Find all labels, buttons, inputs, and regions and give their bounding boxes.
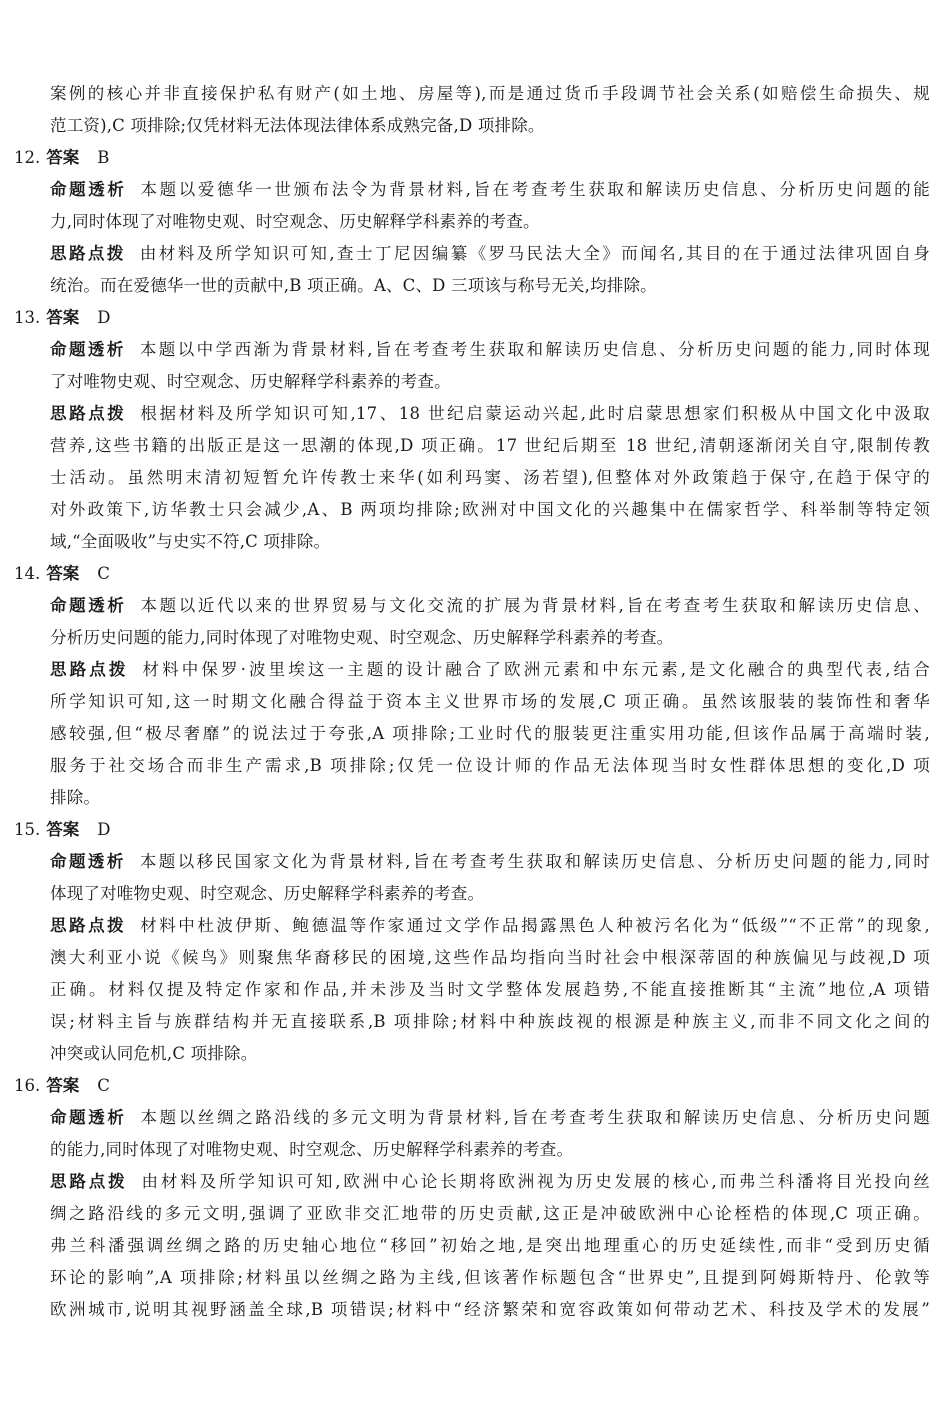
intent-line	[50, 590, 930, 622]
answer-value: D	[97, 308, 111, 327]
hint-text: 由材料及所学知识可知,欧洲中心论长期将欧洲视为历史发展的核心,而弗兰科潘将目光投向丝	[141, 1172, 930, 1191]
hint-tag: 思路点拨	[50, 244, 126, 263]
answer-value: C	[97, 1076, 110, 1095]
intent-tag: 命题透析	[50, 180, 127, 199]
question-number: 15.	[14, 820, 41, 839]
intent-text: 本题以移民国家文化为背景材料,旨在考查考生获取和解读历史信息、分析历史问题的能力,同时	[139, 852, 930, 871]
hint-line: 士活动。虽然明末清初短暂允许传教士来华(如利玛窦、汤若望),但整体对外政策趋于保守,在趋于保守的	[50, 468, 930, 487]
hint-line	[50, 910, 930, 942]
hint-text: 根据材料及所学知识可知,17、18 世纪启蒙运动兴起,此时启蒙思想家们积极从中国文化中汲取	[140, 404, 930, 423]
answer-value: D	[97, 820, 111, 839]
intent-line: 体现了对唯物史观、时空观念、历史解释学科素养的考查。	[50, 884, 485, 903]
intent-tag: 命题透析	[50, 1108, 127, 1127]
question-number: 16.	[14, 1076, 41, 1095]
hint-line: 绸之路沿线的多元文明,强调了亚欧非交汇地带的历史贡献,这正是冲破欧洲中心论桎梏的体现,C 项正确。	[50, 1204, 930, 1223]
hint-tag: 思路点拨	[50, 404, 127, 423]
hint-line: 澳大利亚小说《候鸟》则聚焦华裔移民的困境,这些作品均指向当时社会中根深蒂固的种族偏见与歧视,D 项	[50, 948, 930, 967]
answer-line-12	[14, 142, 109, 174]
hint-line: 所学知识可知,这一时期文化融合得益于资本主义世界市场的发展,C 项正确。虽然该服装的装饰性和奢华	[50, 692, 930, 711]
hint-line: 对外政策下,访华教士只会减少,A、B 两项均排除;欧洲对中国文化的兴趣集中在儒家哲学、科举制等特定领	[50, 500, 930, 519]
hint-line	[50, 398, 930, 430]
answer-label: 答案	[46, 148, 80, 167]
intent-line	[50, 1102, 930, 1134]
hint-tag: 思路点拨	[50, 1172, 128, 1191]
answer-label: 答案	[46, 564, 80, 583]
question-number: 12.	[14, 148, 41, 167]
hint-line: 弗兰科潘强调丝绸之路的历史轴心地位“移回”初始之地,是突出地理重心的历史延续性,而非“受到历史循	[50, 1236, 930, 1255]
intent-line	[50, 334, 930, 366]
hint-line	[50, 238, 930, 270]
answer-label: 答案	[46, 308, 80, 327]
hint-line: 域,“全面吸收”与史实不符,C 项排除。	[50, 532, 331, 551]
hint-line: 误;材料主旨与族群结构并无直接联系,B 项排除;材料中种族歧视的根源是种族主义,而非不同文化之间的	[50, 1012, 930, 1031]
intent-line: 力,同时体现了对唯物史观、时空观念、历史解释学科素养的考查。	[50, 212, 540, 231]
intent-tag: 命题透析	[50, 596, 127, 615]
hint-line: 统治。而在爱德华一世的贡献中,B 项正确。A、C、D 三项该与称号无关,均排除。	[50, 276, 657, 295]
hint-line	[50, 654, 930, 686]
intent-line: 了对唯物史观、时空观念、历史解释学科素养的考查。	[50, 372, 451, 391]
intent-text: 本题以中学西渐为背景材料,旨在考查考生获取和解读历史信息、分析历史问题的能力,同时体现	[139, 340, 930, 359]
hint-line: 欧洲城市,说明其视野涵盖全球,B 项错误;材料中“经济繁荣和宽容政策如何带动艺术、科技及学术的发展”	[50, 1300, 930, 1319]
intent-tag: 命题透析	[50, 340, 126, 359]
answer-label: 答案	[46, 820, 80, 839]
intro-line: 案例的核心并非直接保护私有财产(如土地、房屋等),而是通过货币手段调节社会关系(如赔偿生命损失、规	[50, 84, 930, 103]
hint-text: 材料中杜波伊斯、鲍德温等作家通过文学作品揭露黑色人种被污名化为“低级”“不正常”的现象,	[140, 916, 930, 935]
hint-tag: 思路点拨	[50, 660, 129, 679]
intent-text: 本题以丝绸之路沿线的多元文明为背景材料,旨在考查考生获取和解读历史信息、分析历史问题	[140, 1108, 930, 1127]
hint-text: 材料中保罗·波里埃这一主题的设计融合了欧洲元素和中东元素,是文化融合的典型代表,结合	[142, 660, 930, 679]
intent-line: 的能力,同时体现了对唯物史观、时空观念、历史解释学科素养的考查。	[50, 1140, 574, 1159]
answer-label: 答案	[46, 1076, 80, 1095]
answer-line-13	[14, 302, 110, 334]
hint-line: 营养,这些书籍的出版正是这一思潮的体现,D 项正确。17 世纪后期至 18 世纪,清朝逐渐闭关自守,限制传教	[50, 436, 930, 455]
intent-text: 本题以爱德华一世颁布法令为背景材料,旨在考查考生获取和解读历史信息、分析历史问题的能	[140, 180, 930, 199]
hint-text: 由材料及所学知识可知,查士丁尼因编纂《罗马民法大全》而闻名,其目的在于通过法律巩固自身	[139, 244, 930, 263]
answer-value: C	[97, 564, 110, 583]
intent-line	[50, 174, 930, 206]
intro-line: 范工资),C 项排除;仅凭材料无法体现法律体系成熟完备,D 项排除。	[50, 116, 545, 135]
hint-tag: 思路点拨	[50, 916, 127, 935]
answer-value: B	[97, 148, 110, 167]
answer-line-14	[14, 558, 110, 590]
hint-line: 冲突或认同危机,C 项排除。	[50, 1044, 258, 1063]
hint-line: 感较强,但“极尽奢靡”的说法过于夸张,A 项排除;工业时代的服装更注重实用功能,但该作品属于高端时装,	[50, 724, 930, 743]
intent-tag: 命题透析	[50, 852, 126, 871]
hint-line: 环论的影响”,A 项排除;材料虽以丝绸之路为主线,但该著作标题包含“世界史”,且提到阿姆斯特丹、伦敦等	[50, 1268, 930, 1287]
hint-line: 排除。	[50, 788, 101, 807]
hint-line	[50, 1166, 930, 1198]
answer-line-16	[14, 1070, 110, 1102]
hint-line: 服务于社交场合而非生产需求,B 项排除;仅凭一位设计师的作品无法体现当时女性群体思想的变化,D 项	[50, 756, 930, 775]
question-number: 14.	[14, 564, 41, 583]
intent-text: 本题以近代以来的世界贸易与文化交流的扩展为背景材料,旨在考查考生获取和解读历史信息、	[140, 596, 930, 615]
question-number: 13.	[14, 308, 41, 327]
answer-line-15	[14, 814, 110, 846]
intent-line: 分析历史问题的能力,同时体现了对唯物史观、时空观念、历史解释学科素养的考查。	[50, 628, 674, 647]
hint-line: 正确。材料仅提及特定作家和作品,并未涉及当时文学整体发展趋势,不能直接推断其“主流”地位,A 项错	[50, 980, 930, 999]
intent-line	[50, 846, 930, 878]
